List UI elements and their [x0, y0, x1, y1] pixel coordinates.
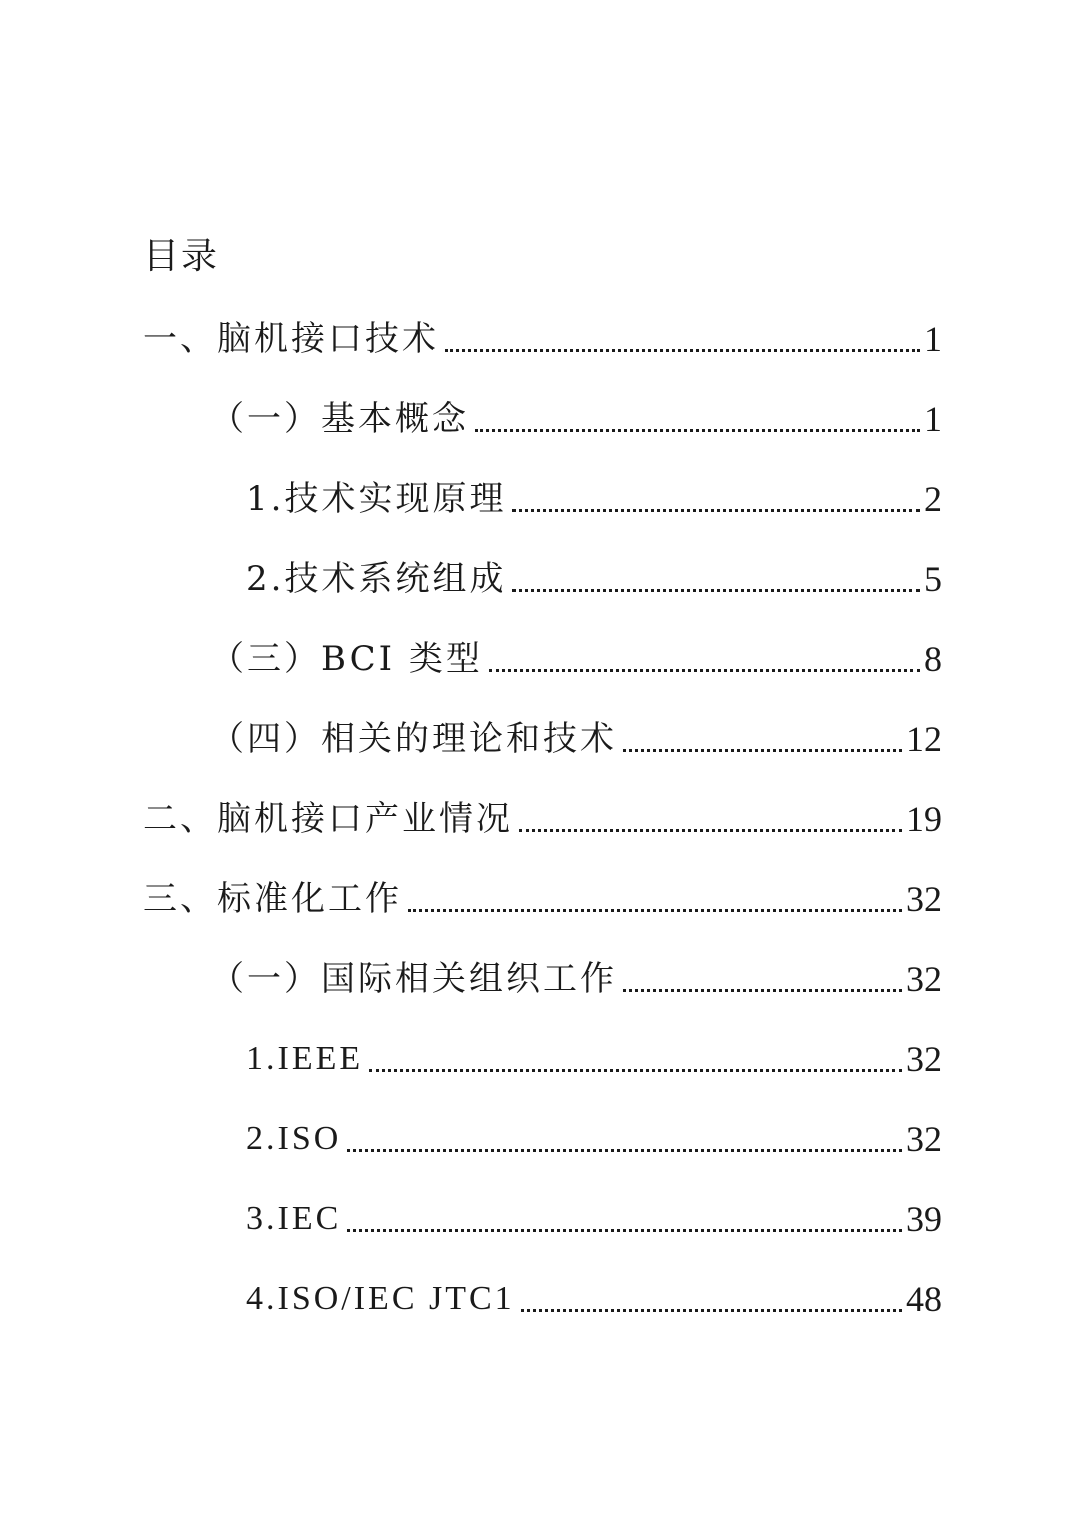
toc-entry[interactable] — [210, 714, 942, 764]
dot-leader — [512, 509, 920, 512]
toc-entry-page: 2 — [924, 479, 942, 519]
toc-entry-page: 8 — [924, 639, 942, 679]
toc-entry-page: 1 — [924, 319, 942, 359]
toc-entry-label: 4.ISO/IEC JTC1 — [246, 1280, 515, 1317]
toc-entry[interactable] — [143, 794, 942, 844]
toc-entry-label: 3.IEC — [246, 1200, 342, 1237]
toc-entry[interactable] — [246, 1194, 942, 1244]
dot-leader — [512, 589, 920, 592]
toc-entry-page: 48 — [906, 1279, 942, 1319]
toc-entry-label: 一、脑机接口技术 — [143, 319, 439, 359]
dot-leader — [521, 1309, 902, 1312]
toc-entry[interactable] — [210, 954, 942, 1004]
toc-entry-label: 2.ISO — [246, 1120, 342, 1157]
toc-entry[interactable] — [246, 474, 942, 524]
toc-entry[interactable] — [246, 1114, 942, 1164]
toc-entry-page: 32 — [906, 879, 942, 919]
toc-entry[interactable] — [246, 1274, 942, 1324]
toc-entry-label: 三、标准化工作 — [143, 879, 402, 919]
toc-entry-label: （四）相关的理论和技术 — [210, 719, 617, 759]
dot-leader — [347, 1229, 902, 1232]
toc-entry-page: 32 — [906, 1119, 942, 1159]
dot-leader — [519, 829, 902, 832]
toc-entry-page: 32 — [906, 959, 942, 999]
dot-leader — [369, 1069, 902, 1072]
toc-entry-page: 32 — [906, 1039, 942, 1079]
toc-entry[interactable] — [210, 394, 942, 444]
toc-entry-page: 1 — [924, 399, 942, 439]
toc-entry-label: （一）基本概念 — [210, 399, 469, 439]
dot-leader — [623, 989, 902, 992]
dot-leader — [347, 1149, 902, 1152]
toc-entry[interactable] — [143, 314, 942, 364]
toc-entry-label: （一）国际相关组织工作 — [210, 959, 617, 999]
toc-entry-page: 39 — [906, 1199, 942, 1239]
toc-entry-page: 5 — [924, 559, 942, 599]
toc-entry-label: 2.技术系统组成 — [246, 559, 507, 599]
toc-entry-page: 12 — [906, 719, 942, 759]
toc-entry[interactable] — [210, 634, 942, 684]
toc-entry-label: 1.技术实现原理 — [246, 479, 507, 519]
toc-entry[interactable] — [143, 874, 942, 924]
dot-leader — [445, 349, 920, 352]
toc-entry-page: 19 — [906, 799, 942, 839]
toc-entry-label: （三）BCI 类型 — [210, 639, 483, 679]
toc-entry-label: 1.IEEE — [246, 1040, 364, 1077]
toc-entry[interactable] — [246, 554, 942, 604]
toc-entry[interactable] — [246, 1034, 942, 1084]
toc-title: 目录 — [143, 236, 220, 277]
dot-leader — [475, 429, 920, 432]
dot-leader — [489, 669, 920, 672]
toc-entry-label: 二、脑机接口产业情况 — [143, 799, 513, 839]
dot-leader — [623, 749, 902, 752]
dot-leader — [408, 909, 902, 912]
